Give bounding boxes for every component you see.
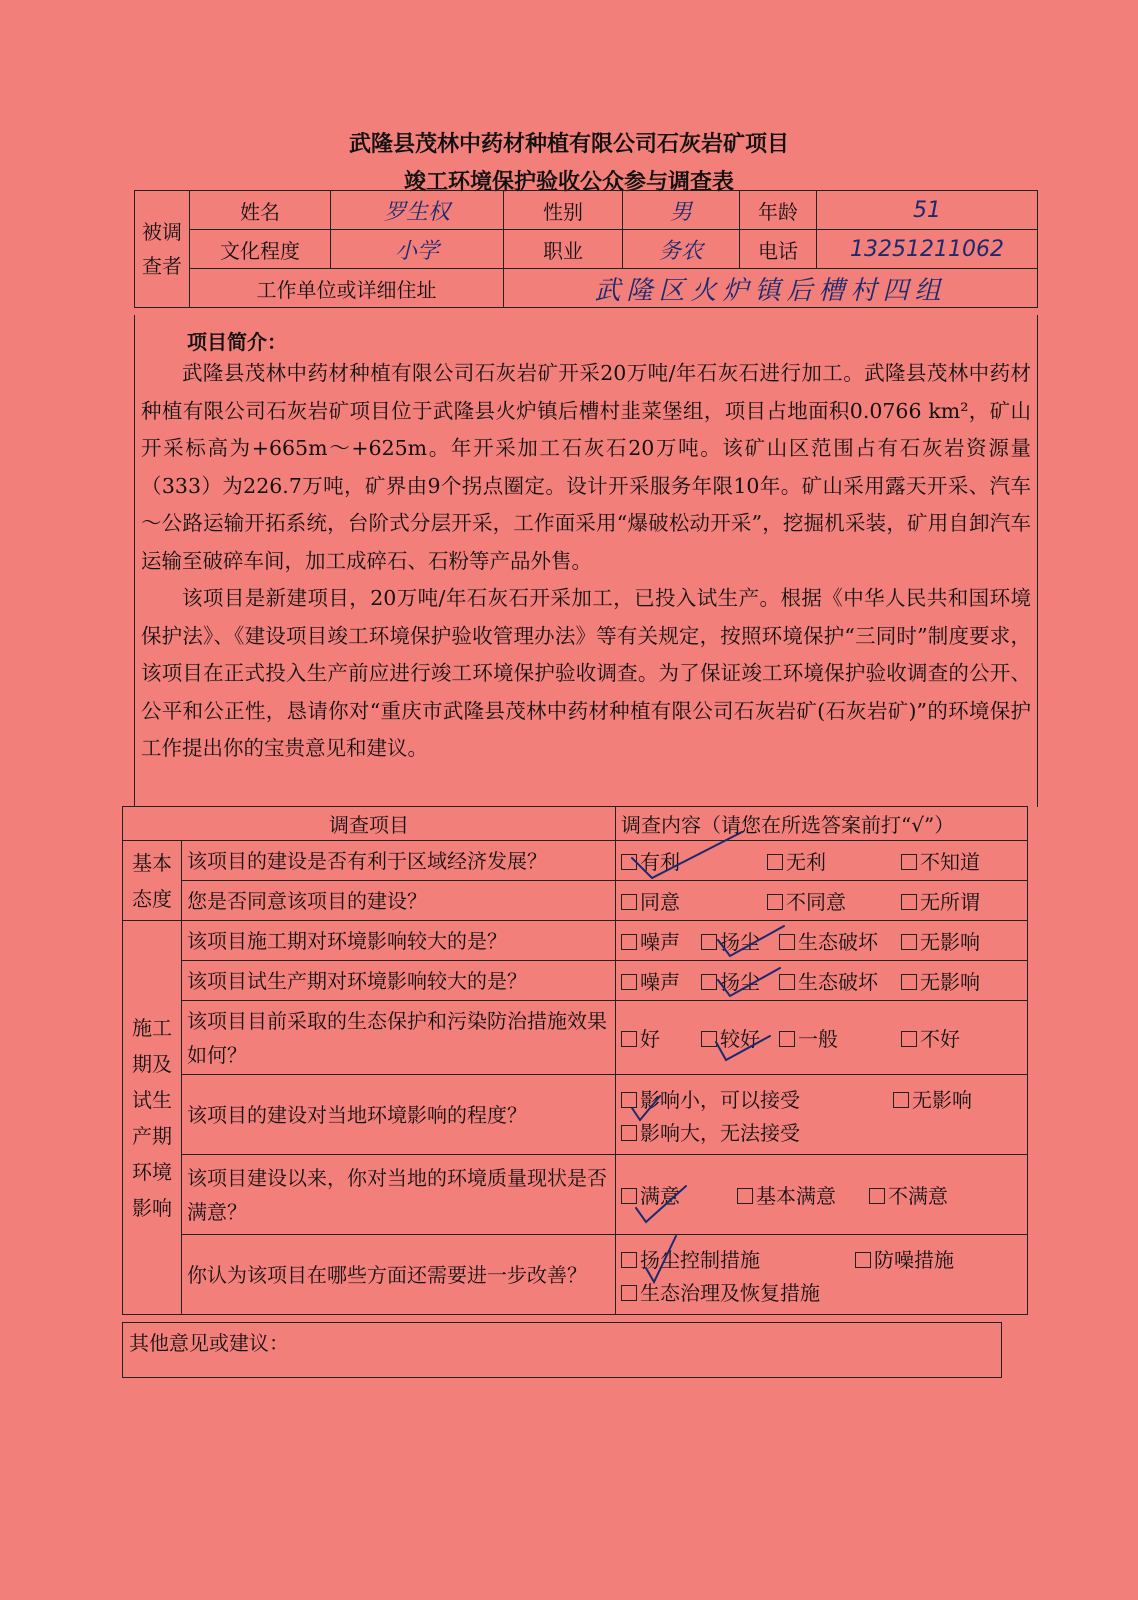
phone-label: 电话 [740, 230, 817, 269]
checkbox-icon [901, 1031, 917, 1047]
q1-option-3[interactable]: 不知道 [901, 846, 980, 875]
checkbox-icon [701, 1031, 717, 1047]
category-construction-impact: 施工期及试生产期环境影响 [123, 921, 182, 1315]
question-8: 你认为该项目在哪些方面还需要进一步改善？ [182, 1235, 616, 1315]
checkbox-icon [621, 934, 637, 950]
q8-option-1[interactable]: 扬尘控制措施 [621, 1244, 855, 1273]
name-value: 罗生权 [331, 191, 504, 230]
checkbox-icon [621, 1031, 637, 1047]
checkbox-icon [779, 974, 795, 990]
q2-option-2[interactable]: 不同意 [767, 886, 901, 915]
checkbox-icon [901, 894, 917, 910]
other-comments-field[interactable] [122, 1322, 1002, 1378]
respondent-info-table [134, 190, 1038, 308]
survey-col-content: 调查内容（请您在所选答案前打“√”） [616, 807, 1028, 841]
checkbox-icon [779, 934, 795, 950]
checkbox-icon [779, 1031, 795, 1047]
q4-option-4[interactable]: 无影响 [901, 966, 980, 995]
address-label: 工作单位或详细住址 [190, 269, 504, 308]
question-7: 该项目建设以来，你对当地的环境质量现状是否满意？ [182, 1155, 616, 1235]
q3-option-4[interactable]: 无影响 [901, 926, 980, 955]
q2-option-1[interactable]: 同意 [621, 886, 767, 915]
checkbox-icon [737, 1188, 753, 1204]
q6-option-2[interactable]: 无影响 [893, 1084, 972, 1113]
phone-value: 13251211062 [817, 230, 1038, 269]
education-value: 小学 [331, 230, 504, 269]
checkbox-icon [621, 1285, 637, 1301]
q7-option-2[interactable]: 基本满意 [737, 1180, 869, 1209]
intro-paragraph-2: 该项目是新建项目，20万吨/年石灰石开采加工，已投入试生产。根据《中华人民共和国环境保护法》、《建设项目竣工环境保护验收管理办法》等有关规定，按照环境保护“三同时”制度要求，该项目在正式投入生产前应进行竣工环境保护验收调查。为了保证竣工环境保护验收调查的公开、公平和公正性，恳请你对“重庆市武隆县茂林中药材种植有限公司石灰岩矿(石灰岩矿)”的环境保护工作提出你的宝贵意见和建议。 [141, 586, 1031, 760]
q1-option-1[interactable]: 有利 [621, 846, 767, 875]
checkbox-icon [901, 934, 917, 950]
q8-option-2[interactable]: 防噪措施 [855, 1244, 954, 1273]
checkbox-icon [701, 974, 717, 990]
checkbox-icon [621, 894, 637, 910]
q4-option-1[interactable]: 噪声 [621, 966, 701, 995]
q5-option-2[interactable]: 较好 [701, 1023, 779, 1052]
form-title-line2: 竣工环境保护验收公众参与调查表 [403, 170, 734, 195]
survey-table [122, 806, 1028, 1315]
q8-option-3[interactable]: 生态治理及恢复措施 [621, 1277, 1022, 1306]
occupation-value: 务农 [623, 230, 740, 269]
gender-value: 男 [623, 191, 740, 230]
q3-option-2[interactable]: 扬尘 [701, 926, 779, 955]
q7-option-3[interactable]: 不满意 [869, 1180, 948, 1209]
question-4: 该项目试生产期对环境影响较大的是？ [182, 961, 616, 1001]
checkbox-icon [621, 1188, 637, 1204]
q6-option-1[interactable]: 影响小，可以接受 [621, 1084, 893, 1113]
checkbox-icon [621, 1092, 637, 1108]
intro-paragraph-1: 武隆县茂林中药材种植有限公司石灰岩矿开采20万吨/年石灰石进行加工。武隆县茂林中药材种植有限公司石灰岩矿项目位于武隆县火炉镇后槽村韭菜堡组，项目占地面积0.0766 km²，矿山开采标高为+665m～+625m。年开采加工石灰石20万吨。该矿山区范围占有石灰岩资源量（333）为226.7万吨，矿界由9个拐点圈定。设计开采服务年限10年。矿山采用露天开采、汽车～公路运输开拓系统，台阶式分层开采，工作面采用“爆破松动开采”，挖掘机采装，矿用自卸汽车运输至破碎车间，加工成碎石、石粉等产品外售。 [141, 361, 1031, 573]
project-intro [134, 315, 1038, 807]
checkbox-icon [901, 974, 917, 990]
respondent-group-label: 被调查者 [135, 191, 190, 308]
checkbox-icon [701, 934, 717, 950]
intro-heading: 项目简介： [187, 330, 287, 354]
checkbox-icon [767, 894, 783, 910]
survey-col-item: 调查项目 [123, 807, 616, 841]
checkbox-icon [767, 854, 783, 870]
checkbox-icon [893, 1092, 909, 1108]
q6-option-3[interactable]: 影响大，无法接受 [621, 1117, 1022, 1146]
checkbox-icon [855, 1252, 871, 1268]
question-2: 您是否同意该项目的建设？ [182, 881, 616, 921]
q5-option-3[interactable]: 一般 [779, 1023, 901, 1052]
checkbox-icon [621, 974, 637, 990]
q5-option-4[interactable]: 不好 [901, 1023, 960, 1052]
checkbox-icon [621, 854, 637, 870]
education-label: 文化程度 [190, 230, 331, 269]
q5-option-1[interactable]: 好 [621, 1023, 701, 1052]
age-label: 年龄 [740, 191, 817, 230]
category-basic-attitude: 基本态度 [123, 841, 182, 921]
age-value: 51 [817, 191, 1038, 230]
q7-option-1[interactable]: 满意 [621, 1180, 737, 1209]
checkbox-icon [621, 1125, 637, 1141]
gender-label: 性别 [504, 191, 623, 230]
checkbox-icon [621, 1252, 637, 1268]
q3-option-3[interactable]: 生态破坏 [779, 926, 901, 955]
q2-option-3[interactable]: 无所谓 [901, 886, 980, 915]
name-label: 姓名 [190, 191, 331, 230]
question-3: 该项目施工期对环境影响较大的是？ [182, 921, 616, 961]
question-5: 该项目目前采取的生态保护和污染防治措施效果如何？ [182, 1001, 616, 1075]
other-comments-label: 其他意见或建议： [129, 1331, 289, 1355]
q1-option-2[interactable]: 无利 [767, 846, 901, 875]
question-6: 该项目的建设对当地环境影响的程度？ [182, 1075, 616, 1155]
q4-option-2[interactable]: 扬尘 [701, 966, 779, 995]
q4-option-3[interactable]: 生态破坏 [779, 966, 901, 995]
question-1: 该项目的建设是否有利于区域经济发展？ [182, 841, 616, 881]
form-title-line1: 武隆县茂林中药材种植有限公司石灰岩矿项目 [348, 132, 789, 157]
checkbox-icon [869, 1188, 885, 1204]
checkbox-icon [901, 854, 917, 870]
address-value: 武隆区火炉镇后槽村四组 [504, 269, 1038, 308]
q3-option-1[interactable]: 噪声 [621, 926, 701, 955]
occupation-label: 职业 [504, 230, 623, 269]
